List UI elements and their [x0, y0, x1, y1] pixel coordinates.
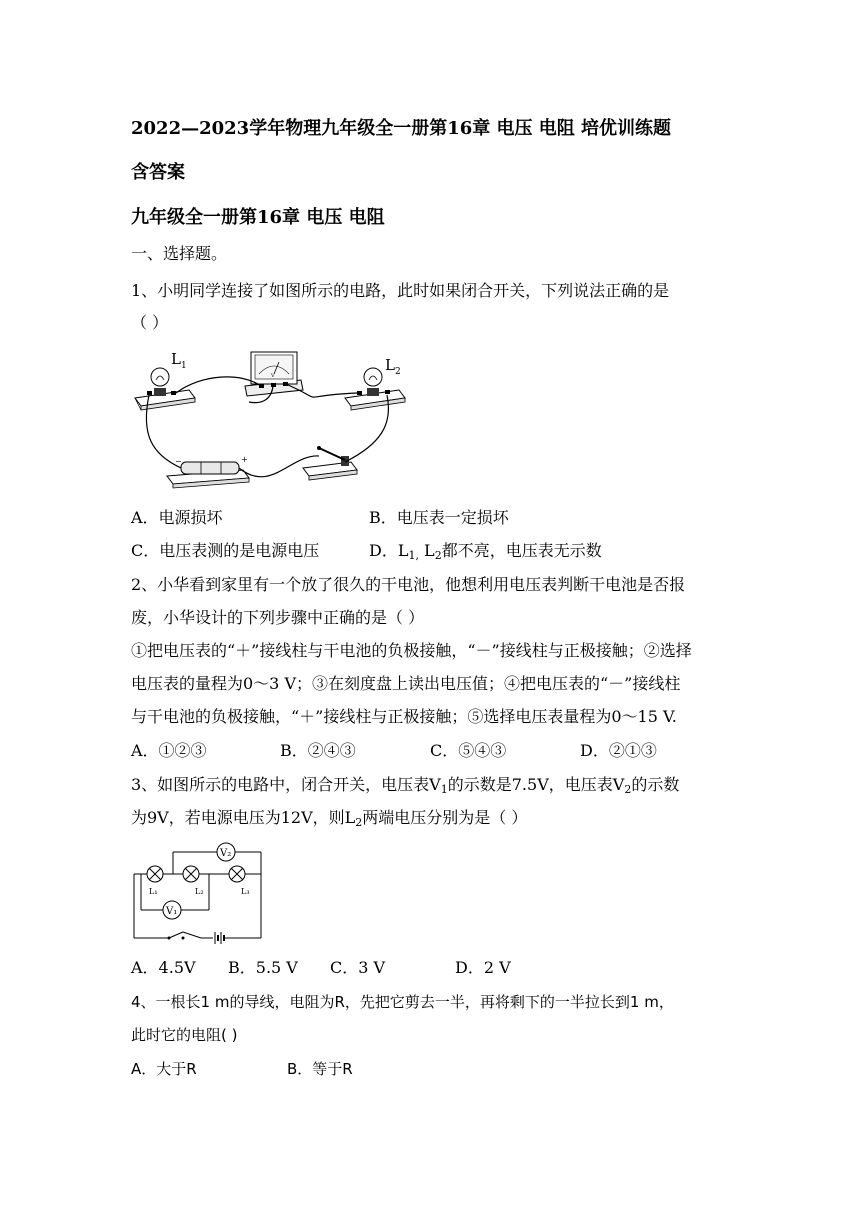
q3-fig-l1-label: L₁ [149, 887, 158, 896]
q3-stem-line-1 [131, 775, 679, 795]
svg-text:+: + [241, 455, 248, 464]
q1-option-d [369, 541, 602, 561]
q1-option-d-sub-1: 1, [408, 549, 419, 562]
voltmeter-device [245, 352, 303, 396]
q1-option-d-mid: L [418, 541, 435, 560]
q3-line-2-part-b: 两端电压分别为是（ ） [362, 808, 528, 827]
q1-option-c: C．电压表测的是电源电压 [131, 541, 320, 560]
q1-option-d-prefix: D．L [369, 541, 409, 560]
q2-option-a: A．①②③ [131, 741, 207, 760]
q3-lamp-l2 [183, 866, 199, 882]
q3-circuit-figure [131, 840, 267, 944]
q3-line-1-sub-2: 2 [624, 783, 632, 796]
q3-option-c: C．3 V [330, 958, 386, 977]
q2-option-b: B．②④③ [280, 741, 356, 760]
q2-stem-line-2: 废，小华设计的下列步骤中正确的是（ ） [131, 608, 425, 627]
fig-label-l2-sub: 2 [395, 367, 401, 377]
q3-stem-line-2 [131, 808, 527, 828]
fig-label-l2: L [385, 356, 395, 374]
q3-line-2-part-a: 为9V，若电源电压为12V，则L [131, 808, 356, 827]
q3-switch [168, 932, 185, 940]
q1-circuit-figure [131, 344, 411, 494]
q4-stem-line-2: 此时它的电阻( ) [131, 1026, 238, 1044]
q3-option-d: D．2 V [455, 958, 511, 977]
q1-option-d-suffix: 都不亮，电压表无示数 [441, 541, 602, 560]
q3-line-1-sub-1: 1 [440, 783, 448, 796]
q3-lamp-l3 [229, 866, 245, 882]
q3-line-1-part-c: 的示数 [631, 775, 680, 794]
q2-option-c: C．⑤④③ [430, 741, 507, 760]
q2-stem-line-4: 电压表的量程为0～3 V；③在刻度盘上读出电压值；④把电压表的“－”接线柱 [131, 674, 681, 693]
bulb-l1-board [135, 368, 195, 410]
fig-label-l1-sub: 1 [181, 361, 187, 371]
q1-stem-line-2: （ ） [131, 313, 169, 332]
q4-option-b: B．等于R [287, 1060, 353, 1078]
q4-stem-line-1: 4、一根长1 m的导线，电阻为R，先把它剪去一半，再将剩下的一半拉长到1 m， [131, 993, 674, 1011]
doc-title-line-2: 含答案 [131, 162, 185, 183]
q2-stem-line-5: 与干电池的负极接触，“＋”接线柱与正极接触；⑤选择电压表量程为0～15 V. [131, 707, 677, 726]
q3-battery [215, 932, 224, 944]
q3-option-b: B．5.5 V [228, 958, 298, 977]
q3-fig-v1-label: V₁ [166, 906, 178, 917]
q2-stem-line-3: ①把电压表的“＋”接线柱与干电池的负极接触，“－”接线柱与正极接触；②选择 [131, 641, 692, 660]
q1-option-b: B．电压表一定损坏 [369, 508, 509, 527]
q3-fig-l3-label: L₃ [241, 887, 250, 896]
q3-lamp-l1 [147, 866, 163, 882]
battery-holder [167, 455, 249, 488]
switch-device [303, 446, 357, 480]
chapter-heading: 九年级全一册第16章 电压 电阻 [131, 207, 385, 228]
q3-line-2-sub: 2 [355, 816, 363, 829]
doc-title-line-1: 2022—2023学年物理九年级全一册第16章 电压 电阻 培优训练题 [131, 118, 672, 139]
q2-stem-line-1: 2、小华看到家里有一个放了很久的干电池，他想利用电压表判断干电池是否报 [131, 575, 686, 594]
fig-label-l1: L [171, 350, 181, 368]
q1-option-d-sub-2: 2 [434, 549, 442, 562]
q3-line-1-part-b: 的示数是7.5V，电压表V [447, 775, 625, 794]
q3-option-a: A．4.5V [131, 958, 196, 977]
section-heading: 一、选择题。 [131, 244, 228, 263]
svg-text:V: V [271, 373, 275, 379]
q3-fig-v2-label: V₂ [220, 848, 232, 859]
q1-stem-line-1: 1、小明同学连接了如图所示的电路，此时如果闭合开关，下列说法正确的是 [131, 281, 670, 300]
q4-option-a: A．大于R [131, 1060, 197, 1078]
q3-line-1-part-a: 3、如图所示的电路中，闭合开关，电压表V [131, 775, 441, 794]
q2-option-d: D．②①③ [580, 741, 657, 760]
q3-fig-l2-label: L₂ [195, 887, 204, 896]
q1-option-a: A．电源损坏 [131, 508, 223, 527]
svg-text:−: − [175, 457, 182, 466]
